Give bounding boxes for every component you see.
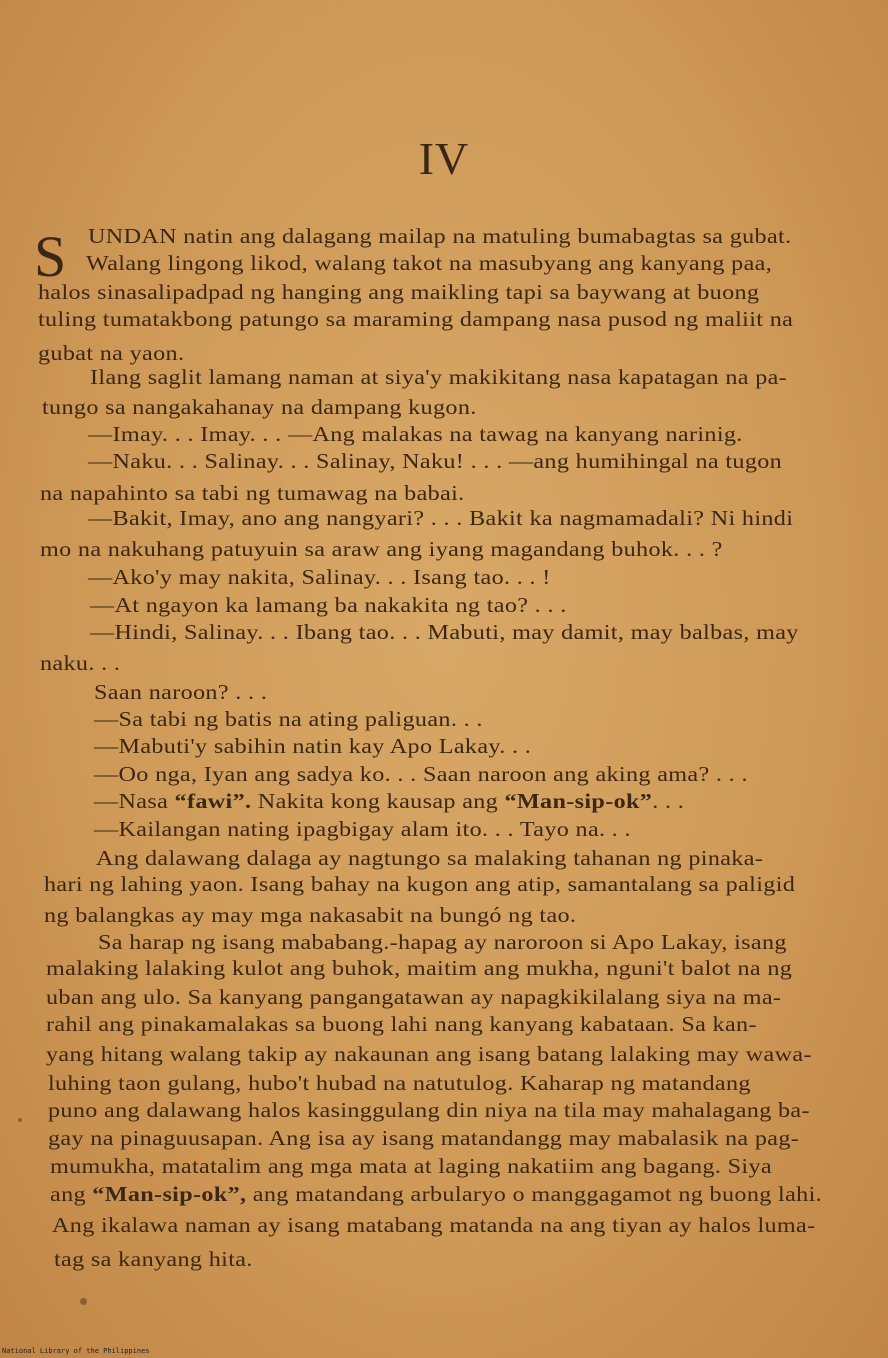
text-line [38,306,793,332]
emphasized-term: “Man-sip-ok” [504,789,653,813]
text-line [94,679,267,705]
chapter-number: IV [418,133,470,184]
text-line [42,394,477,420]
text-line [88,448,782,474]
text-line [44,902,576,928]
text-line [40,650,120,676]
text-line [38,340,184,366]
text-line [94,788,684,814]
text-run: na napahinto sa tabi ng tumawag na babai. [40,481,465,505]
text-line [88,505,793,531]
text-run: gubat na yaon. [38,341,185,365]
text-run: tuling tumatakbong patungo sa maraming dampang nasa pusod ng maliit na [38,307,794,331]
ink-spot [80,1298,87,1305]
text-line [50,1181,822,1207]
text-run: Saan naroon? . . . [94,680,268,704]
text-run: Ang ikalawa naman ay isang matabang matanda na ang tiyan ay halos luma- [52,1213,816,1237]
text-run: yang hitang walang takip ay nakaunan ang isang batang lalaking may wawa- [46,1042,812,1066]
text-run: rahil ang pinakamalakas sa buong lahi nang kanyang kabataan. Sa kan- [46,1012,757,1036]
text-run: —Mabuti'y sabihin natin kay Apo Lakay. . . [94,734,532,758]
text-line [50,1153,772,1179]
text-line [88,223,791,249]
ink-spot [18,1118,22,1122]
text-run: puno ang dalawang halos kasinggulang din niya na tila may mahalagang ba- [48,1098,810,1122]
text-line [90,364,787,390]
text-line [94,816,631,842]
text-line [46,955,792,981]
text-line [94,706,483,732]
text-line [40,536,723,562]
text-run: luhing taon gulang, hubo't hubad na natutulog. Kaharap ng matandang [48,1071,751,1095]
drop-cap: S [34,224,67,289]
text-run: halos sinasalipadpad ng hanging ang maikling tapi sa baywang at buong [38,280,760,304]
text-line [44,871,795,897]
text-line [94,733,531,759]
text-run: ang [50,1182,93,1206]
text-line [46,984,781,1010]
emphasized-term: “Man-sip-ok”, [92,1182,247,1206]
text-line [90,592,567,618]
text-line [52,1212,816,1238]
text-line [90,619,799,645]
text-line [38,279,759,305]
text-line [40,480,465,506]
text-line [46,1041,812,1067]
text-line [54,1246,253,1272]
text-run: mumukha, matatalim ang mga mata at laging nakatiim ang bagang. Siya [50,1154,772,1178]
text-line [94,761,748,787]
text-run: ng balangkas ay may mga nakasabit na bungó ng tao. [44,903,577,927]
text-line [88,564,551,590]
text-run: tag sa kanyang hita. [54,1247,253,1271]
text-line [86,250,772,276]
text-run: ang matandang arbularyo o manggagamot ng buong lahi. [246,1182,823,1206]
text-run: —Ako'y may nakita, Salinay. . . Isang tao. . . ! [88,565,551,589]
emphasized-term: “fawi”. [174,789,252,813]
text-run: Walang lingong likod, walang takot na masubyang ang kanyang paa, [86,251,773,275]
library-footer: National Library of the Philippines [2,1347,150,1355]
text-run: Nakita kong kausap ang [251,789,505,813]
text-run: —Naku. . . Salinay. . . Salinay, Naku! . . . —ang humihingal na tugon [88,449,783,473]
text-run: uban ang ulo. Sa kanyang pangangatawan ay napagkikilalang siya na ma- [46,985,782,1009]
text-run: mo na nakuhang patuyuin sa araw ang iyang magandang buhok. . . ? [40,537,723,561]
text-run: hari ng lahing yaon. Isang bahay na kugon ang atip, samantalang sa paligid [44,872,796,896]
text-run: Ang dalawang dalaga ay nagtungo sa malaking tahanan ng pinaka- [96,846,764,870]
text-run: —Imay. . . Imay. . . —Ang malakas na tawag na kanyang narinig. [88,422,743,446]
text-run: —Kailangan nating ipagbigay alam ito. . . Tayo na. . . [94,817,631,841]
text-run: Sa harap ng isang mababang.-hapag ay naroroon si Apo Lakay, isang [98,930,787,954]
text-line [48,1097,810,1123]
text-run: tungo sa nangakahanay na dampang kugon. [42,395,477,419]
text-run: Ilang saglit lamang naman at siya'y makikitang nasa kapatagan na pa- [90,365,788,389]
text-line [48,1125,799,1151]
text-run: . . . [652,789,685,813]
text-line [46,1011,757,1037]
text-line [96,845,763,871]
text-line [98,929,787,955]
text-run: malaking lalaking kulot ang buhok, maitim ang mukha, nguni't balot na ng [46,956,793,980]
text-run: naku. . . [40,651,121,675]
text-run: —Nasa [94,789,175,813]
text-run: —Oo nga, Iyan ang sadya ko. . . Saan naroon ang aking ama? . . . [94,762,748,786]
text-run: —Sa tabi ng batis na ating paliguan. . . [94,707,483,731]
text-line [88,421,743,447]
text-run: —At ngayon ka lamang ba nakakita ng tao? . . . [90,593,567,617]
text-run: —Bakit, Imay, ano ang nangyari? . . . Bakit ka nagmamadali? Ni hindi [88,506,794,530]
text-run: gay na pinaguusapan. Ang isa ay isang matandangg may mabalasik na pag- [48,1126,800,1150]
text-line [48,1070,751,1096]
text-run: —Hindi, Salinay. . . Ibang tao. . . Mabuti, may damit, may balbas, may [90,620,799,644]
text-run: UNDAN natin ang dalagang mailap na matuling bumabagtas sa gubat. [88,224,792,248]
